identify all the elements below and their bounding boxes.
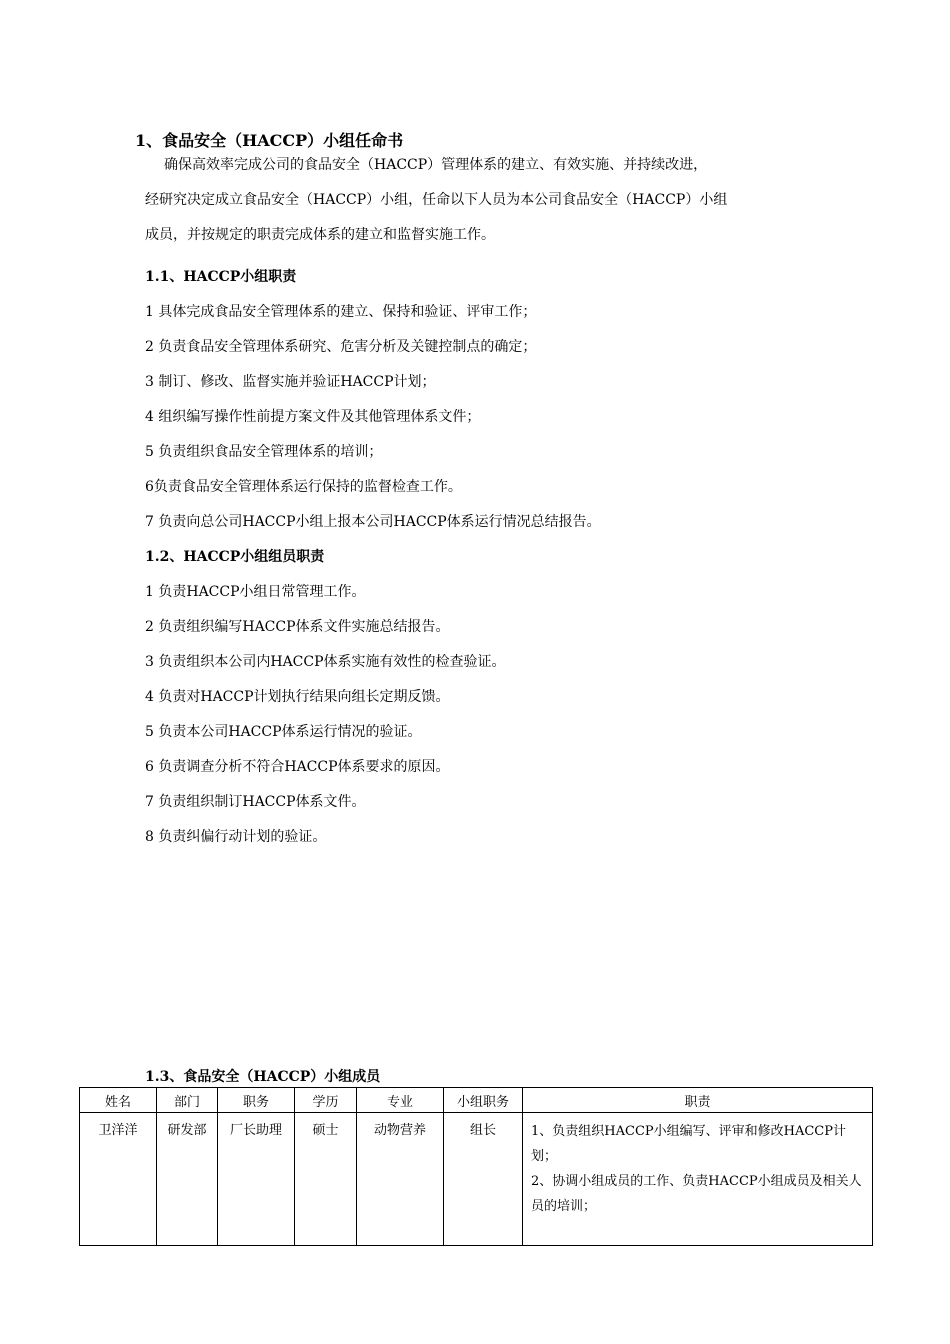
column-header: 专业: [357, 1088, 444, 1113]
duty-line: 2、协调小组成员的工作、负责HACCP小组成员及相关人员的培训；: [531, 1174, 862, 1214]
list-item: 3 制订、修改、监督实施并验证HACCP计划；: [145, 374, 436, 390]
duty-line: 1、负责组织HACCP小组编写、评审和修改HACCP计划；: [531, 1124, 847, 1164]
table-header-row: [80, 1088, 873, 1113]
list-item: 1 具体完成食品安全管理体系的建立、保持和验证、评审工作；: [145, 304, 537, 320]
cell-position: 厂长助理: [218, 1113, 295, 1246]
cell-team-role: 组长: [444, 1113, 523, 1246]
cell-education: 硕士: [295, 1113, 357, 1246]
list-item: 4 负责对HACCP计划执行结果向组长定期反馈。: [145, 689, 450, 705]
list-item: 8 负责纠偏行动计划的验证。: [145, 829, 327, 845]
table-title: 1.3、食品安全（HACCP）小组成员: [145, 1069, 381, 1085]
list-item: 5 负责组织食品安全管理体系的培训；: [145, 444, 383, 460]
subsection-title: 1.2、HACCP小组组员职责: [145, 549, 325, 565]
intro-line: 确保高效率完成公司的食品安全（HACCP）管理体系的建立、有效实施、并持续改进，: [164, 157, 708, 173]
cell-duty: [523, 1113, 873, 1246]
column-header: 职责: [523, 1088, 873, 1113]
list-item: 6 负责调查分析不符合HACCP体系要求的原因。: [145, 759, 450, 775]
intro-line: 成员，并按规定的职责完成体系的建立和监督实施工作。: [145, 227, 495, 243]
intro-paragraph: [145, 148, 815, 253]
cell-major: 动物营养: [357, 1113, 444, 1246]
list-item: 2 负责组织编写HACCP体系文件实施总结报告。: [145, 619, 450, 635]
intro-line: 经研究决定成立食品安全（HACCP）小组，任命以下人员为本公司食品安全（HACCP）小组: [145, 192, 728, 208]
table-row: [80, 1113, 873, 1246]
subsection-title: 1.1、HACCP小组职责: [145, 269, 297, 285]
list-item: 5 负责本公司HACCP体系运行情况的验证。: [145, 724, 422, 740]
column-header: 职务: [218, 1088, 295, 1113]
cell-name: 卫洋洋: [80, 1113, 157, 1246]
column-header: 小组职务: [444, 1088, 523, 1113]
list-item: 1 负责HACCP小组日常管理工作。: [145, 584, 366, 600]
column-header: 姓名: [80, 1088, 157, 1113]
list-item: 7 负责向总公司HACCP小组上报本公司HACCP体系运行情况总结报告。: [145, 514, 601, 530]
section-title: 1、食品安全（HACCP）小组任命书: [135, 131, 404, 150]
column-header: 部门: [157, 1088, 218, 1113]
column-header: 学历: [295, 1088, 357, 1113]
members-table: [79, 1087, 873, 1246]
cell-department: 研发部: [157, 1113, 218, 1246]
list-item: 4 组织编写操作性前提方案文件及其他管理体系文件；: [145, 409, 481, 425]
list-item: 3 负责组织本公司内HACCP体系实施有效性的检查验证。: [145, 654, 506, 670]
list-item: 7 负责组织制订HACCP体系文件。: [145, 794, 366, 810]
list-item: 6负责食品安全管理体系运行保持的监督检查工作。: [145, 479, 462, 495]
list-item: 2 负责食品安全管理体系研究、危害分析及关键控制点的确定；: [145, 339, 537, 355]
